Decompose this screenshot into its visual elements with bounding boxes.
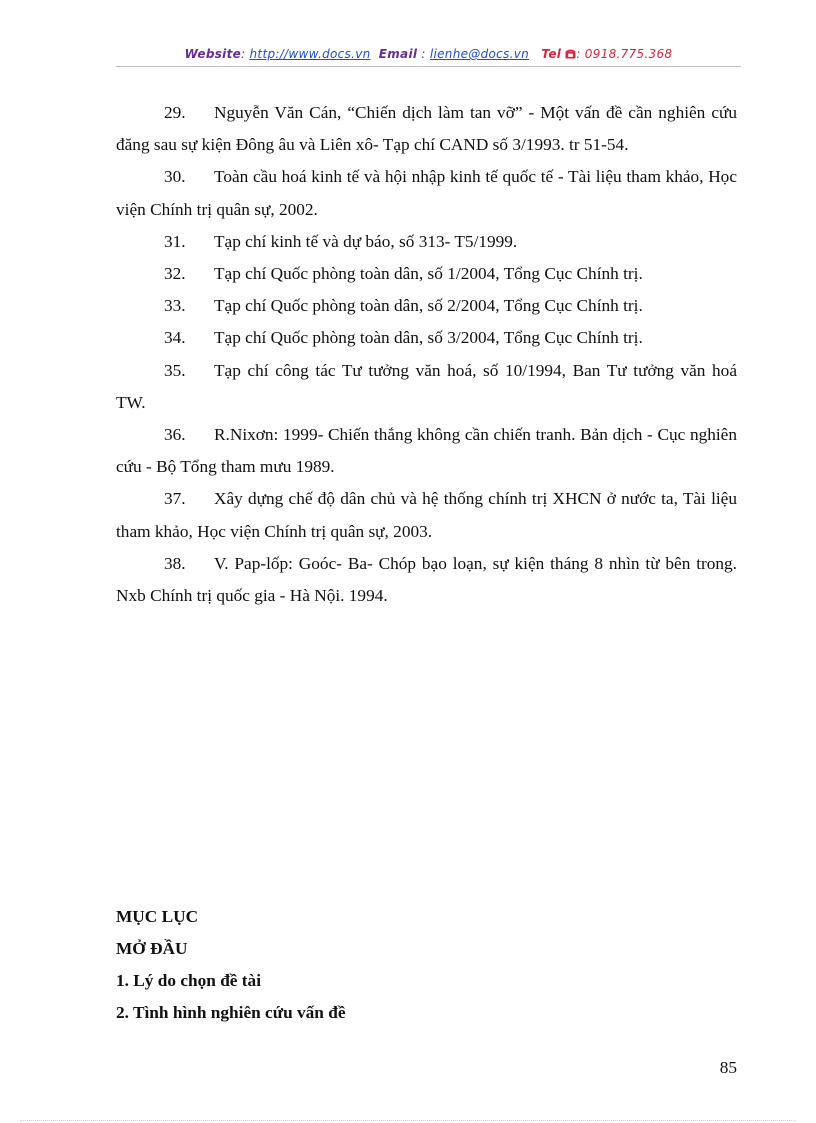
reference-number: 33. xyxy=(164,296,186,316)
reference-list xyxy=(116,97,737,612)
email-label: Email xyxy=(378,47,418,61)
reference-item xyxy=(116,483,737,547)
reference-text: Tạp chí kinh tế và dự báo, số 313- T5/1999. xyxy=(214,231,518,251)
reference-number: 34. xyxy=(164,328,186,348)
tel-value: 0918.775.368 xyxy=(584,47,673,61)
reference-item xyxy=(116,419,737,483)
reference-item xyxy=(116,290,737,322)
reference-text: V. Pap-lốp: Goóc- Ba- Chóp bạo loạn, sự kiện tháng 8 nhìn từ bên trong. Nxb Chính trị quốc gia - Hà Nội. 1994. xyxy=(116,553,737,606)
page-number: 85 xyxy=(719,1058,737,1077)
footer-divider xyxy=(20,1120,796,1121)
reference-text: Tạp chí công tác Tư tưởng văn hoá, số 10/1994, Ban Tư tưởng văn hoá TW. xyxy=(116,360,737,412)
reference-text: Tạp chí Quốc phòng toàn dân, số 3/2004, Tổng Cục Chính trị. xyxy=(214,328,643,348)
phone-icon xyxy=(565,47,576,61)
reference-text: Tạp chí Quốc phòng toàn dân, số 2/2004, Tổng Cục Chính trị. xyxy=(214,296,643,316)
website-label: Website xyxy=(184,47,242,61)
reference-item xyxy=(116,548,737,612)
reference-item xyxy=(116,258,737,290)
toc-item: 1. Lý do chọn đề tài xyxy=(116,971,261,990)
email-link[interactable]: lienhe@docs.vn xyxy=(429,47,530,61)
reference-text: Toàn cầu hoá kinh tế và hội nhập kinh tế quốc tế - Tài liệu tham khảo, Học viện Chính trị quân sự, 2002. xyxy=(116,167,737,219)
reference-item xyxy=(116,226,737,258)
toc-item: MỞ ĐẦU xyxy=(116,939,188,958)
toc-title: MỤC LỤC xyxy=(116,907,199,926)
header-divider xyxy=(116,66,741,67)
tel-label: Tel xyxy=(541,47,562,61)
website-link[interactable]: http://www.docs.vn xyxy=(249,47,371,61)
reference-number: 29. xyxy=(164,103,186,122)
reference-number: 30. xyxy=(164,167,186,187)
reference-number: 35. xyxy=(164,360,186,380)
reference-item xyxy=(116,161,737,225)
reference-item xyxy=(116,355,737,419)
page-header: Website: http://www.docs.vn Email : lienhe@docs.vn Tel : 0918.775.368 xyxy=(184,47,673,61)
table-of-contents xyxy=(116,901,737,1029)
reference-item xyxy=(116,322,737,354)
reference-text: Tạp chí Quốc phòng toàn dân, số 1/2004, Tổng Cục Chính trị. xyxy=(214,264,643,284)
reference-text: R.Nixơn: 1999- Chiến thắng không cần chiến tranh. Bản dịch - Cục nghiên cứu - Bộ Tổng tham mưu 1989. xyxy=(116,425,737,477)
reference-number: 36. xyxy=(164,425,186,445)
reference-number: 32. xyxy=(164,264,186,284)
reference-text: Xây dựng chế độ dân chủ và hệ thống chính trị XHCN ở nước ta, Tài liệu tham khảo, Học viện Chính trị quân sự, 2003. xyxy=(116,489,737,541)
reference-number: 31. xyxy=(164,231,186,251)
reference-text: Nguyễn Văn Cán, “Chiến dịch làm tan vỡ” - Một vấn đề cần nghiên cứu đăng sau sự kiện Đông âu và Liên xô- Tạp chí CAND số 3/1993. tr 51-54. xyxy=(116,103,737,155)
reference-item xyxy=(116,97,737,161)
reference-number: 38. xyxy=(164,553,186,573)
toc-item: 2. Tình hình nghiên cứu vấn đề xyxy=(116,1003,346,1022)
reference-number: 37. xyxy=(164,489,186,509)
